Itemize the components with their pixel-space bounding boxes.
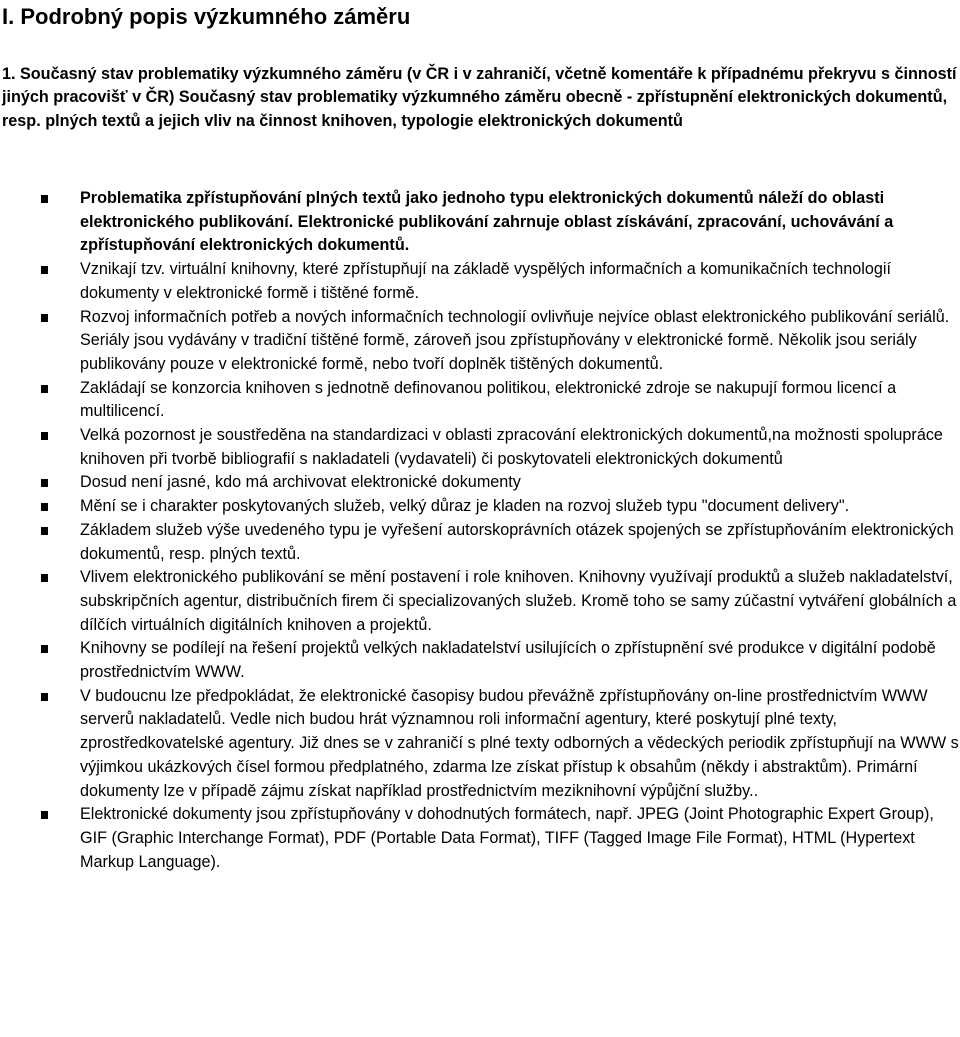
- square-bullet-icon: [41, 195, 48, 203]
- list-item: [0, 685, 960, 804]
- square-bullet-icon: [41, 693, 48, 701]
- list-item-text: Dosud není jasné, kdo má archivovat elektronické dokumenty: [80, 473, 521, 492]
- square-bullet-icon: [41, 811, 48, 819]
- list-item-text: V budoucnu lze předpokládat, že elektronické časopisy budou převážně zpřístupňovány on-line prostřednictvím WWW serverů nakladatelů. Vedle nich budou hrát významnou roli informační agentury, které poskytují plné texty, zprostředkovatelské agentury. Již dnes se v zahraničí s plné texty odborných a vědeckých periodik zpřístupňují na WWW s výjimkou ukázkových čísel formou předplatného, zdarma lze získat přístup k obsahům (někdy i abstraktům). Primární dokumenty lze v případě zájmu získat například prostřednictvím meziknihovní výpůjční služby..: [80, 686, 959, 800]
- list-item: [0, 566, 960, 637]
- list-item-text: Vlivem elektronického publikování se mění postavení i role knihoven. Knihovny využívají produktů a služeb nakladatelství, subskripčních agentur, distribučních firem či specializovaných služeb. Kromě toho se samy zúčastní vytváření globálních a dílčích virtuálních digitálních knihoven a projektů.: [80, 568, 957, 634]
- square-bullet-icon: [41, 385, 48, 393]
- list-item-text: Elektronické dokumenty jsou zpřístupňovány v dohodnutých formátech, např. JPEG (Joint Photographic Expert Group), GIF (Graphic Interchange Format), PDF (Portable Data Format), TIFF (Tagged Image File Format), HTML (Hypertext Markup Language).: [80, 805, 934, 871]
- square-bullet-icon: [41, 432, 48, 440]
- list-item: [0, 495, 960, 519]
- square-bullet-icon: [41, 314, 48, 322]
- page-title: I. Podrobný popis výzkumného záměru: [2, 4, 411, 29]
- square-bullet-icon: [41, 503, 48, 511]
- square-bullet-icon: [41, 479, 48, 487]
- list-item: [0, 306, 960, 377]
- list-item: [0, 803, 960, 874]
- list-item-text: Vznikají tzv. virtuální knihovny, které zpřístupňují na základě vyspělých informačních a komunikačních technologií dokumenty v elektronické formě i tištěné formě.: [80, 260, 891, 302]
- list-item: [0, 471, 960, 495]
- list-item-text: Základem služeb výše uvedeného typu je vyřešení autorskoprávních otázek spojených se zpřístupňováním elektronických dokumentů, resp. plných textů.: [80, 520, 954, 563]
- list-item-text: Problematika zpřístupňování plných textů jako jednoho typu elektronických dokumentů náleží do oblasti elektronického publikování. Elektronické publikování zahrnuje oblast získávání, zpracování, uchovávání a zpřístupňování elektronických dokumentů.: [80, 189, 894, 255]
- list-item: [0, 187, 960, 258]
- list-item: [0, 637, 960, 684]
- list-item-text: Knihovny se podílejí na řešení projektů velkých nakladatelství usilujících o zpřístupnění své produkce v digitální podobě prostřednictvím WWW.: [80, 639, 936, 682]
- square-bullet-icon: [41, 645, 48, 653]
- section-heading: 1. Současný stav problematiky výzkumného záměru (v ČR i v zahraničí, včetně komentáře k případnému překryvu s činností jiných pracovišť v ČR) Současný stav problematiky výzkumného záměru obecně - zpřístupnění elektronických dokumentů, resp. plných textů a jejich vliv na činnost knihoven, typologie elektronických dokumentů: [2, 65, 957, 130]
- list-item-text: Zakládají se konzorcia knihoven s jednotně definovanou politikou, elektronické zdroje se nakupují formou licencí a multilicencí.: [80, 378, 897, 421]
- square-bullet-icon: [41, 266, 48, 274]
- list-item-text: Velká pozornost je soustředěna na standardizaci v oblasti zpracování elektronických dokumentů,na možnosti spolupráce knihoven při tvorbě bibliografií s nakladateli (vydavateli) či poskytovateli elektronických dokumentů: [80, 426, 943, 468]
- list-item: [0, 377, 960, 424]
- square-bullet-icon: [41, 574, 48, 582]
- list-item-text: Rozvoj informačních potřeb a nových informačních technologií ovlivňuje nejvíce oblast elektronického publikování seriálů. Seriály jsou vydávány v tradiční tištěné formě, zároveň jsou zpřístupňovány v elektronické formě. Několik jsou seriály publikovány pouze v elektronické formě, nebo tvoří doplněk tištěných dokumentů.: [80, 307, 950, 373]
- square-bullet-icon: [41, 527, 48, 535]
- list-item-text: Mění se i charakter poskytovaných služeb, velký důraz je kladen na rozvoj služeb typu "document delivery".: [80, 497, 850, 516]
- list-item: [0, 519, 960, 566]
- list-item: [0, 258, 960, 305]
- bullet-list: [0, 187, 960, 874]
- list-item: [0, 424, 960, 471]
